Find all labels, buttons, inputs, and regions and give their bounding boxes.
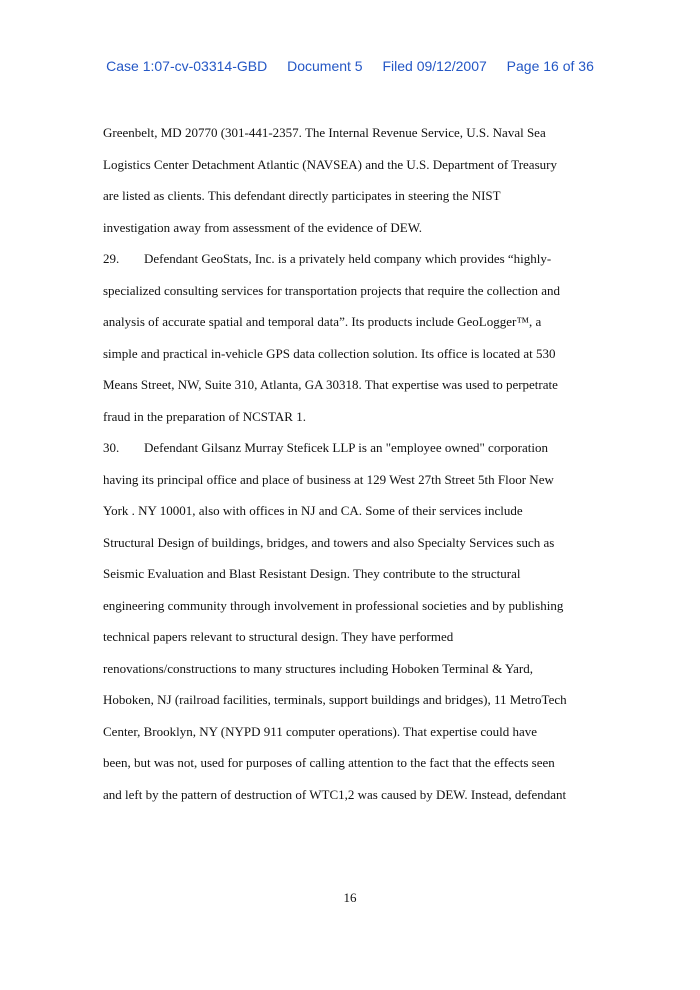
text-line: analysis of accurate spatial and temporal data”. Its products include GeoLogger™, a (103, 314, 542, 329)
paragraph-30-first-line (103, 437, 603, 469)
document-body (103, 122, 603, 815)
text-line: Center, Brooklyn, NY (NYPD 911 computer operations). That expertise could have (103, 723, 538, 739)
page-number: 16 (343, 890, 357, 905)
text-line: are listed as clients. This defendant directly participates in steering the NIST (103, 188, 501, 203)
text-line: Structural Design of buildings, bridges, and towers and also Specialty Services such as (103, 534, 555, 550)
court-filing-header (0, 58, 700, 74)
text-line: Means Street, NW, Suite 310, Atlanta, GA 30318. That expertise was used to perpetrate (103, 377, 558, 392)
text-line: York . NY 10001, also with offices in NJ and CA. Some of their services include (103, 503, 523, 518)
paragraph-number: 30. (103, 440, 120, 455)
text-line: Logistics Center Detachment Atlantic (NAVSEA) and the U.S. Department of Treasury (103, 156, 557, 172)
paragraph-29-first-line (103, 248, 603, 280)
page-indicator: Page 16 of 36 (506, 58, 594, 74)
text-line: specialized consulting services for transportation projects that require the collection and (103, 282, 561, 298)
text-line: renovations/constructions to many structures including Hoboken Terminal & Yard, (103, 660, 533, 676)
text-line: Greenbelt, MD 20770 (301-441-2357. The Internal Revenue Service, U.S. Naval Sea (103, 125, 546, 140)
paragraph-text: Defendant Gilsanz Murray Steficek LLP is an "employee owned" corporation (144, 440, 548, 455)
text-line: engineering community through involvement in professional societies and by publishing (103, 597, 564, 613)
case-number: Case 1:07-cv-03314-GBD (106, 58, 268, 74)
text-line: been, but was not, used for purposes of calling attention to the fact that the effects seen (103, 755, 555, 770)
text-line: technical papers relevant to structural design. They have performed (103, 629, 454, 644)
text-line: having its principal office and place of business at 129 West 27th Street 5th Floor New (103, 471, 554, 487)
text-line: and left by the pattern of destruction of WTC1,2 was caused by DEW. Instead, defendant (103, 786, 567, 802)
paragraph-number: 29. (103, 251, 120, 266)
document-number: Document 5 (287, 58, 363, 74)
paragraph-text: Defendant GeoStats, Inc. is a privately held company which provides “highly- (144, 251, 552, 266)
text-line: fraud in the preparation of NCSTAR 1. (103, 408, 306, 424)
text-line: investigation away from assessment of the evidence of DEW. (103, 219, 423, 235)
text-line: Hoboken, NJ (railroad facilities, terminals, support buildings and bridges), 11 MetroTech (103, 692, 567, 707)
text-line: Seismic Evaluation and Blast Resistant Design. They contribute to the structural (103, 566, 521, 581)
text-line: simple and practical in-vehicle GPS data collection solution. Its office is located at 530 (103, 345, 556, 361)
filed-date: Filed 09/12/2007 (382, 58, 487, 74)
